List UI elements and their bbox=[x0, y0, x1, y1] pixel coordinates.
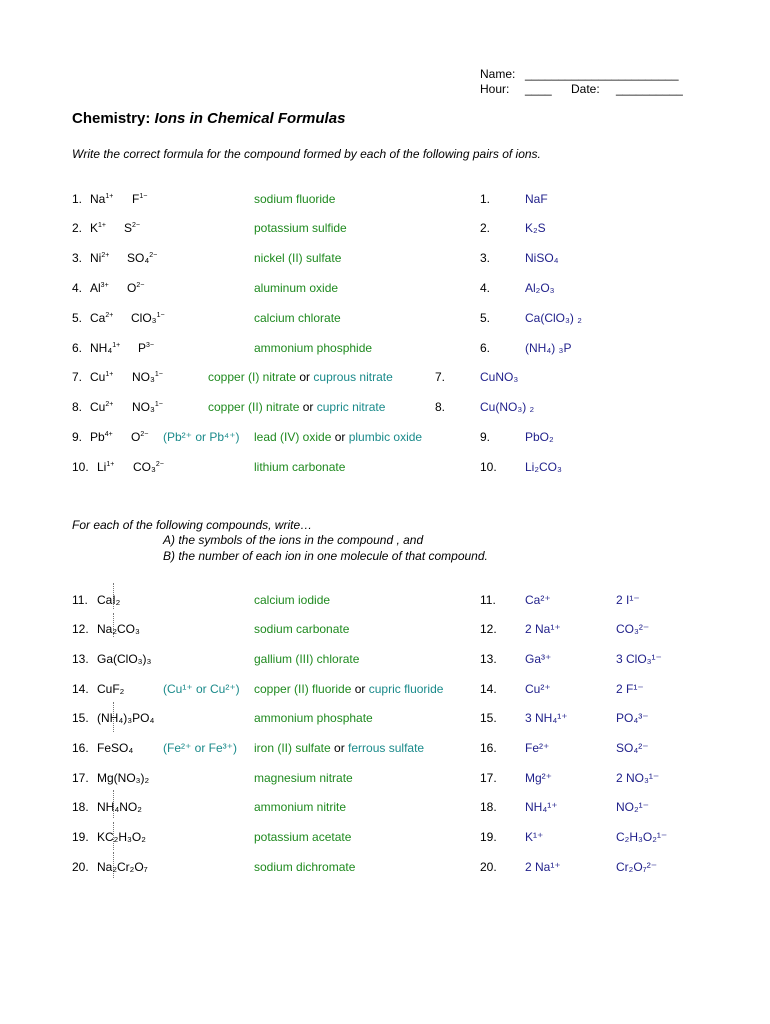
or-word: or bbox=[296, 370, 314, 384]
anion bbox=[124, 221, 140, 235]
anion-charge: 1− bbox=[139, 193, 148, 200]
answer-number: 15. bbox=[480, 711, 497, 725]
ion-count-b: 3 ClO₃¹⁻ bbox=[616, 652, 662, 666]
item-number: 5. bbox=[72, 311, 83, 325]
answer-number: 20. bbox=[480, 860, 497, 874]
cation-charge: 3+ bbox=[100, 282, 109, 289]
anion-symbol: S bbox=[124, 221, 133, 235]
answer-number: 10. bbox=[480, 460, 497, 474]
cation bbox=[90, 281, 109, 295]
answer-number: 19. bbox=[480, 830, 497, 844]
answer-formula: PbO₂ bbox=[525, 430, 554, 444]
anion-symbol: O bbox=[127, 281, 137, 295]
answer-number: 11. bbox=[480, 593, 496, 607]
anion-symbol: SO₄ bbox=[127, 251, 150, 265]
part2-instructions-3: B) the number of each ion in one molecule of that compound. bbox=[163, 549, 488, 563]
compound-name: sodium dichromate bbox=[254, 860, 356, 874]
compound-formula: Na₂CO₃ bbox=[97, 622, 140, 636]
anion-charge: 2− bbox=[140, 431, 149, 438]
charge-hint: (Fe²⁺ or Fe³⁺) bbox=[163, 741, 237, 755]
item-number: 15. bbox=[72, 711, 89, 725]
compound-name-row bbox=[254, 430, 422, 444]
compound-formula: KC₂H₃O₂ bbox=[97, 830, 146, 844]
item-number: 13. bbox=[72, 652, 89, 666]
anion-symbol: O bbox=[131, 430, 141, 444]
answer-number: 18. bbox=[480, 800, 497, 814]
cation bbox=[90, 400, 113, 414]
compound-name-row bbox=[254, 192, 335, 206]
item-number: 20. bbox=[72, 860, 89, 874]
answer-formula: NiSO₄ bbox=[525, 251, 559, 265]
compound-name-row bbox=[254, 711, 373, 725]
ion-count-a: 3 NH₄¹⁺ bbox=[525, 711, 568, 725]
cation-charge: 1+ bbox=[105, 193, 114, 200]
part2-instructions-2: A) the symbols of the ions in the compound , and bbox=[163, 533, 424, 547]
compound-name-stock: copper (II) nitrate bbox=[208, 400, 300, 414]
answer-formula: NaF bbox=[525, 192, 548, 206]
compound-formula: Na₂Cr₂O₇ bbox=[97, 860, 148, 874]
compound-name-stock: copper (I) nitrate bbox=[208, 370, 297, 384]
hour-field[interactable]: ____ bbox=[525, 82, 552, 96]
anion-symbol: P bbox=[138, 341, 147, 355]
item-number: 11. bbox=[72, 593, 88, 607]
name-label: Name: bbox=[480, 67, 516, 81]
answer-number: 13. bbox=[480, 652, 497, 666]
anion-symbol: NO₃ bbox=[132, 370, 155, 384]
date-label: Date: bbox=[571, 82, 600, 96]
compound-name-row bbox=[254, 341, 372, 355]
cation-symbol: Na bbox=[90, 192, 106, 206]
compound-name-stock: iron (II) sulfate bbox=[254, 741, 331, 755]
compound-name-classical: ferrous sulfate bbox=[348, 741, 425, 755]
cation-symbol: Cu bbox=[90, 400, 106, 414]
compound-name-classical: cupric fluoride bbox=[368, 682, 444, 696]
cation-charge: 1+ bbox=[106, 461, 115, 468]
compound-name: aluminum oxide bbox=[254, 281, 339, 295]
cation-symbol: Ca bbox=[90, 311, 106, 325]
ion-count-b: NO₂¹⁻ bbox=[616, 800, 649, 814]
compound-name: gallium (III) chlorate bbox=[254, 652, 360, 666]
anion-symbol: CO₃ bbox=[133, 460, 156, 474]
compound-name: ammonium phosphate bbox=[254, 711, 373, 725]
or-word: or bbox=[331, 430, 349, 444]
ion-count-a: 2 Na¹⁺ bbox=[525, 622, 561, 636]
compound-name-row bbox=[254, 771, 353, 785]
anion-charge: 2− bbox=[132, 222, 140, 229]
anion bbox=[127, 251, 157, 265]
cation bbox=[90, 370, 113, 384]
compound-name: lithium carbonate bbox=[254, 460, 346, 474]
compound-name-classical: plumbic oxide bbox=[348, 430, 423, 444]
compound-name-row bbox=[254, 281, 338, 295]
answer-number: 17. bbox=[480, 771, 497, 785]
answer-number: 7. bbox=[435, 370, 446, 384]
item-number: 2. bbox=[72, 221, 83, 235]
cation bbox=[90, 192, 113, 206]
answer-number: 9. bbox=[480, 430, 491, 444]
compound-name-row bbox=[208, 400, 385, 414]
compound-name-row bbox=[254, 311, 341, 325]
answer-number: 2. bbox=[480, 221, 491, 235]
cation-charge: 2+ bbox=[105, 312, 114, 319]
compound-formula: NH₄NO₂ bbox=[97, 800, 142, 814]
compound-name-classical: cupric nitrate bbox=[316, 400, 386, 414]
anion-charge: 2− bbox=[136, 282, 145, 289]
title-prefix: Chemistry: bbox=[72, 110, 151, 127]
cation-charge: 1+ bbox=[105, 371, 114, 378]
ion-count-a: Fe²⁺ bbox=[525, 741, 550, 755]
cation-charge: 4+ bbox=[104, 431, 113, 438]
ion-count-a: 2 Na¹⁺ bbox=[525, 860, 561, 874]
ion-count-a: Cu²⁺ bbox=[525, 682, 551, 696]
ion-count-a: NH₄¹⁺ bbox=[525, 800, 558, 814]
or-word: or bbox=[299, 400, 317, 414]
cation-symbol: K bbox=[90, 221, 99, 235]
name-field[interactable]: _______________________ bbox=[525, 67, 679, 81]
date-field[interactable]: __________ bbox=[616, 82, 683, 96]
answer-number: 16. bbox=[480, 741, 497, 755]
instructions: Write the correct formula for the compound formed by each of the following pairs of ions. bbox=[72, 147, 541, 161]
anion bbox=[133, 460, 164, 474]
cation-charge: 1+ bbox=[98, 222, 106, 229]
answer-number: 5. bbox=[480, 311, 491, 325]
anion bbox=[131, 430, 148, 444]
cation bbox=[90, 251, 109, 265]
anion-symbol: F bbox=[132, 192, 140, 206]
compound-name-row bbox=[254, 593, 330, 607]
compound-name: magnesium nitrate bbox=[254, 771, 353, 785]
item-number: 12. bbox=[72, 622, 89, 636]
anion-charge: 1− bbox=[156, 312, 165, 319]
anion-charge: 2− bbox=[155, 461, 164, 468]
cation-symbol: Cu bbox=[90, 370, 106, 384]
or-word: or bbox=[330, 741, 349, 755]
compound-name-row bbox=[254, 830, 351, 844]
answer-formula: Ca(ClO₃) ₂ bbox=[525, 311, 582, 325]
ion-count-b: CO₃²⁻ bbox=[616, 622, 650, 636]
item-number: 8. bbox=[72, 400, 83, 414]
item-number: 1. bbox=[72, 192, 83, 206]
answer-number: 4. bbox=[480, 281, 491, 295]
anion bbox=[131, 311, 165, 325]
ion-count-b: 2 NO₃¹⁻ bbox=[616, 771, 660, 785]
compound-name-row bbox=[254, 652, 359, 666]
answer-number: 8. bbox=[435, 400, 446, 414]
cation-symbol: Al bbox=[90, 281, 101, 295]
answer-number: 12. bbox=[480, 622, 497, 636]
item-number: 14. bbox=[72, 682, 89, 696]
answer-number: 6. bbox=[480, 341, 491, 355]
title-main: Ions in Chemical Formulas bbox=[154, 110, 346, 127]
ion-count-a: Ca²⁺ bbox=[525, 593, 551, 607]
compound-name: sodium fluoride bbox=[254, 192, 336, 206]
item-number: 16. bbox=[72, 741, 89, 755]
answer-number: 1. bbox=[480, 192, 491, 206]
compound-name: ammonium phosphide bbox=[254, 341, 373, 355]
compound-name-row bbox=[254, 251, 341, 265]
ion-count-b: 2 I¹⁻ bbox=[616, 593, 640, 607]
anion bbox=[132, 400, 163, 414]
hour-label: Hour: bbox=[480, 82, 510, 96]
answer-formula: (NH₄) ₃P bbox=[525, 341, 572, 355]
ion-count-a: K¹⁺ bbox=[525, 830, 544, 844]
cation bbox=[90, 341, 120, 355]
compound-name: calcium chlorate bbox=[254, 311, 341, 325]
compound-formula: Mg(NO₃)₂ bbox=[97, 771, 150, 785]
cation-charge: 2+ bbox=[101, 252, 110, 259]
compound-name-row bbox=[254, 221, 347, 235]
item-number: 9. bbox=[72, 430, 83, 444]
item-number: 7. bbox=[72, 370, 83, 384]
compound-formula: Ga(ClO₃)₃ bbox=[97, 652, 152, 666]
charge-hint: (Cu¹⁺ or Cu²⁺) bbox=[163, 682, 240, 696]
compound-name-row bbox=[254, 800, 346, 814]
compound-name-row bbox=[254, 682, 443, 696]
compound-name-stock: lead (IV) oxide bbox=[254, 430, 332, 444]
compound-name-row bbox=[254, 460, 345, 474]
answer-formula: Li₂CO₃ bbox=[525, 460, 562, 474]
compound-name-classical: cuprous nitrate bbox=[313, 370, 393, 384]
cation-charge: 2+ bbox=[105, 401, 114, 408]
ion-count-b: Cr₂O₇²⁻ bbox=[616, 860, 658, 874]
anion-charge: 2− bbox=[149, 252, 158, 259]
ion-count-a: Ga³⁺ bbox=[525, 652, 552, 666]
cation-symbol: Pb bbox=[90, 430, 105, 444]
anion-symbol: ClO₃ bbox=[131, 311, 157, 325]
cation bbox=[90, 311, 113, 325]
answer-formula: Cu(NO₃) ₂ bbox=[480, 400, 535, 414]
compound-formula: CuF₂ bbox=[97, 682, 125, 696]
answer-formula: Al₂O₃ bbox=[525, 281, 555, 295]
compound-name-stock: copper (II) fluoride bbox=[254, 682, 352, 696]
cation bbox=[90, 221, 106, 235]
item-number: 3. bbox=[72, 251, 83, 265]
item-number: 17. bbox=[72, 771, 89, 785]
anion-symbol: NO₃ bbox=[132, 400, 155, 414]
compound-formula: CaI₂ bbox=[97, 593, 121, 607]
ion-count-b: 2 F¹⁻ bbox=[616, 682, 644, 696]
part2-instructions-1: For each of the following compounds, write… bbox=[72, 518, 313, 532]
compound-name: potassium acetate bbox=[254, 830, 352, 844]
anion-charge: 1− bbox=[154, 401, 163, 408]
compound-name-row bbox=[254, 622, 349, 636]
compound-name: ammonium nitrite bbox=[254, 800, 347, 814]
anion bbox=[127, 281, 144, 295]
anion bbox=[132, 370, 163, 384]
cation-symbol: Ni bbox=[90, 251, 102, 265]
cation-symbol: NH₄ bbox=[90, 341, 113, 355]
ion-count-b: SO₄²⁻ bbox=[616, 741, 649, 755]
compound-name: sodium carbonate bbox=[254, 622, 350, 636]
cation bbox=[97, 460, 114, 474]
cation-symbol: Li bbox=[97, 460, 107, 474]
compound-name: nickel (II) sulfate bbox=[254, 251, 342, 265]
answer-number: 14. bbox=[480, 682, 497, 696]
item-number: 6. bbox=[72, 341, 83, 355]
anion-charge: 3− bbox=[146, 342, 154, 349]
anion-charge: 1− bbox=[154, 371, 163, 378]
anion bbox=[132, 192, 147, 206]
item-number: 18. bbox=[72, 800, 89, 814]
compound-formula: (NH₄)₃PO₄ bbox=[97, 711, 155, 725]
compound-name: calcium iodide bbox=[254, 593, 331, 607]
cation bbox=[90, 430, 113, 444]
compound-name-row bbox=[254, 741, 424, 755]
compound-name-row bbox=[208, 370, 393, 384]
item-number: 4. bbox=[72, 281, 83, 295]
ion-count-a: Mg²⁺ bbox=[525, 771, 552, 785]
answer-formula: K₂S bbox=[525, 221, 546, 235]
compound-formula: FeSO₄ bbox=[97, 741, 134, 755]
ion-count-b: PO₄³⁻ bbox=[616, 711, 649, 725]
answer-formula: CuNO₃ bbox=[480, 370, 519, 384]
item-number: 10. bbox=[72, 460, 89, 474]
page-title bbox=[72, 110, 345, 127]
item-number: 19. bbox=[72, 830, 89, 844]
charge-hint: (Pb²⁺ or Pb⁴⁺) bbox=[163, 430, 240, 444]
cation-charge: 1+ bbox=[112, 342, 121, 349]
compound-name-row bbox=[254, 860, 355, 874]
compound-name: potassium sulfide bbox=[254, 221, 347, 235]
or-word: or bbox=[351, 682, 369, 696]
anion bbox=[138, 341, 154, 355]
ion-count-b: C₂H₃O₂¹⁻ bbox=[616, 830, 668, 844]
answer-number: 3. bbox=[480, 251, 491, 265]
